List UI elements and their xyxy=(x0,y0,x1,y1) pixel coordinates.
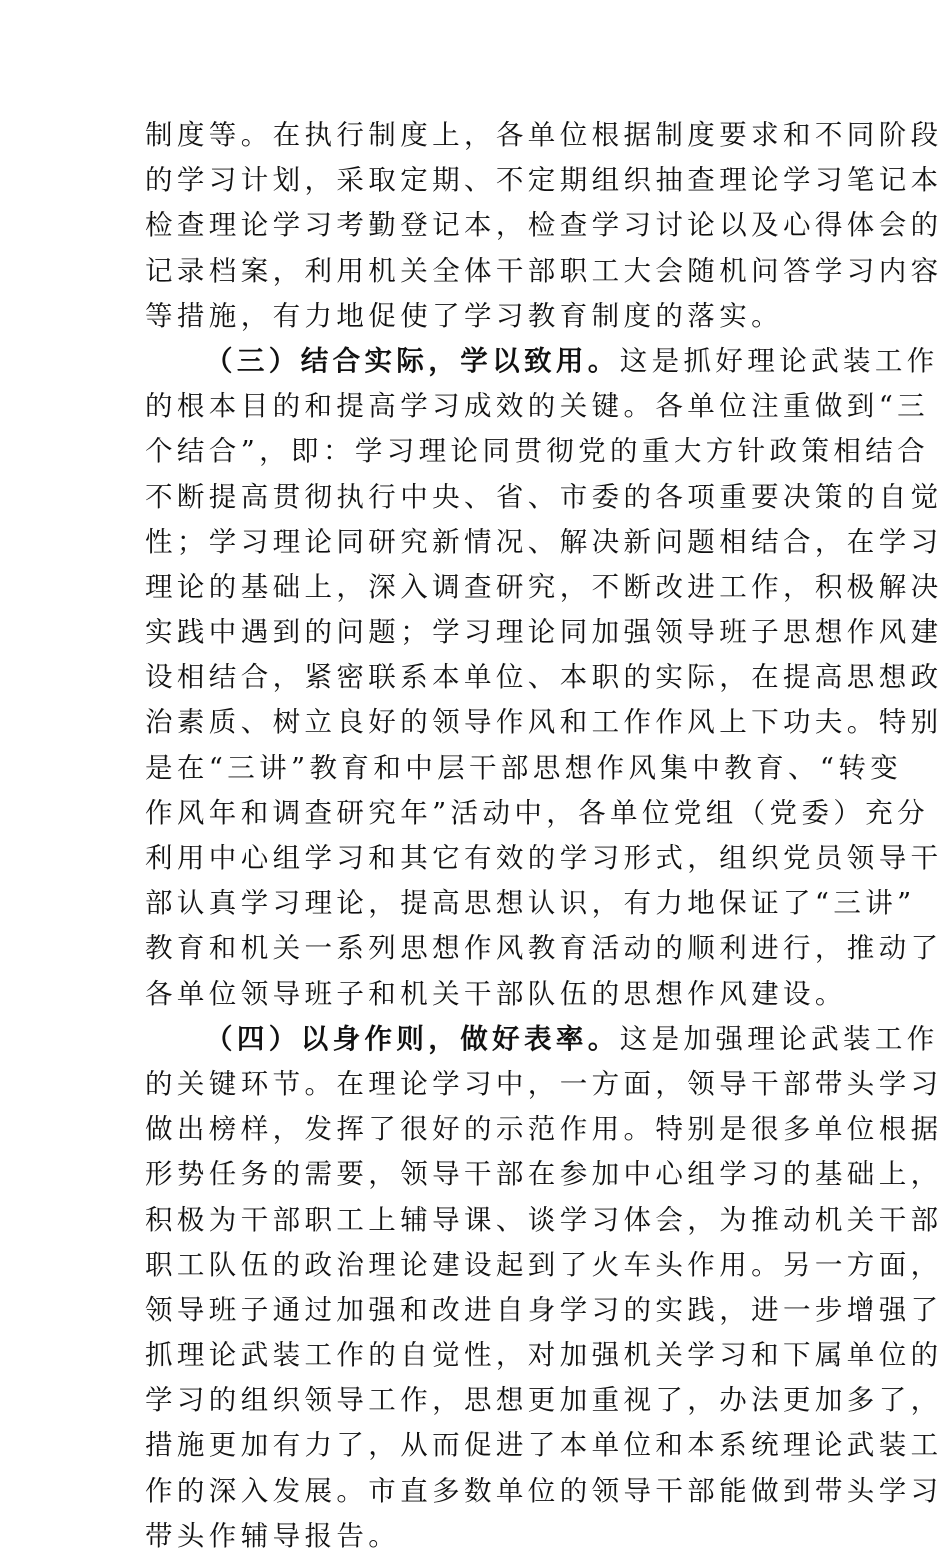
text-line: 做出榜样，发挥了很好的示范作用。特别是很多单位根据 xyxy=(145,1113,943,1146)
text-line: 记录档案，利用机关全体干部职工大会随机问答学习内容 xyxy=(145,254,943,287)
text-line: 的学习计划，采取定期、不定期组织抽查理论学习笔记本 xyxy=(145,164,943,197)
paragraph-1 xyxy=(145,113,943,339)
text-line: 带头作辅导报告。 xyxy=(145,1519,401,1552)
text-line: 治素质、树立良好的领导作风和工作作风上下功夫。特别 xyxy=(145,706,943,739)
text-line: 实践中遇到的问题；学习理论同加强领导班子思想作风建 xyxy=(145,616,943,649)
text-line: 教育和机关一系列思想作风教育活动的顺利进行，推动了 xyxy=(145,932,943,965)
text-line: 理论的基础上，深入调查研究，不断改进工作，积极解决 xyxy=(145,570,943,603)
text-line: 措施更加有力了，从而促进了本单位和本系统理论武装工 xyxy=(145,1429,943,1462)
text-line: 不断提高贯彻执行中央、省、市委的各项重要决策的自觉 xyxy=(145,480,943,513)
text-line: 个结合”，即：学习理论同贯彻党的重大方针政策相结合 xyxy=(145,435,930,468)
text-line: 利用中心组学习和其它有效的学习形式，组织党员领导干 xyxy=(145,842,943,874)
text-line: 领导班子通过加强和改进自身学习的实践，进一步增强了 xyxy=(145,1293,943,1326)
text-line: 等措施，有力地促使了学习教育制度的落实。 xyxy=(145,299,783,332)
text-line: 设相结合，紧密联系本单位、本职的实际，在提高思想政 xyxy=(145,661,943,694)
text-line: 抓理论武装工作的自觉性，对加强机关学习和下属单位的 xyxy=(145,1339,943,1372)
text-line: 积极为干部职工上辅导课、谈学习体会，为推动机关干部 xyxy=(145,1203,943,1236)
text-line: 的关键环节。在理论学习中，一方面，领导干部带头学习 xyxy=(145,1067,943,1100)
section-4-first-line-text: 这是加强理论武装工作 xyxy=(619,1022,939,1055)
section-3-paragraph xyxy=(145,339,943,1017)
text-line: 性；学习理论同研究新情况、解决新问题相结合，在学习 xyxy=(145,525,943,558)
text-line: 部认真学习理论，提高思想认识，有力地保证了“三讲” xyxy=(145,887,916,920)
text-line: 职工队伍的政治理论建设起到了火车头作用。另一方面， xyxy=(145,1248,943,1281)
section-4-heading: （四）以身作则，做好表率。 xyxy=(205,1022,620,1055)
text-line: 学习的组织领导工作，思想更加重视了，办法更加多了， xyxy=(145,1384,943,1417)
text-line: 形势任务的需要，领导干部在参加中心组学习的基础上， xyxy=(145,1158,943,1191)
text-line: 是在“三讲”教育和中层干部思想作风集中教育、“转变 xyxy=(145,751,903,784)
section-4-paragraph xyxy=(145,1017,943,1559)
section-4-first-line xyxy=(145,1017,939,1062)
document-body xyxy=(145,113,943,1559)
text-line: 作的深入发展。市直多数单位的领导干部能做到带头学习 xyxy=(145,1474,943,1507)
section-3-first-line xyxy=(145,339,939,384)
section-3-heading: （三）结合实际，学以致用。 xyxy=(205,344,620,377)
text-line: 各单位领导班子和机关干部队伍的思想作风建设。 xyxy=(145,977,847,1010)
text-line: 制度等。在执行制度上，各单位根据制度要求和不同阶段 xyxy=(145,119,943,151)
text-line: 检查理论学习考勤登记本，检查学习讨论以及心得体会的 xyxy=(145,209,943,242)
text-line: 的根本目的和提高学习成效的关键。各单位注重做到“三 xyxy=(145,390,930,423)
text-line: 作风年和调查研究年”活动中，各单位党组（党委）充分 xyxy=(145,796,930,829)
section-3-first-line-text: 这是抓好理论武装工作 xyxy=(619,344,939,377)
